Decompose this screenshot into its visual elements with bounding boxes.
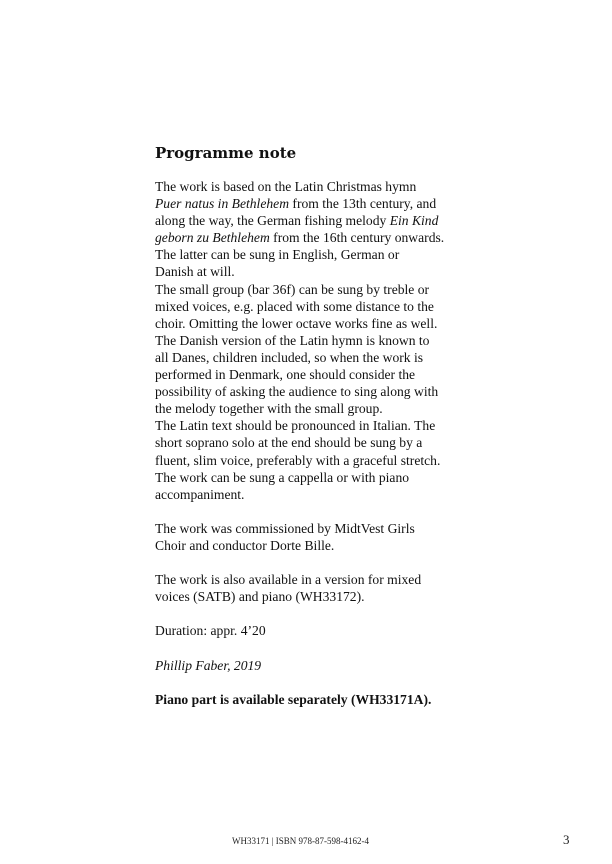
text-line: The small group (bar 36f) can be sung by treble or — [155, 281, 430, 297]
text-line: The latter can be sung in English, German or — [155, 247, 400, 263]
text-line: The Danish version of the Latin hymn is known to — [155, 332, 430, 348]
text-line — [155, 229, 465, 246]
text-line: Danish at will. — [155, 264, 235, 280]
author-signature: Phillip Faber, 2019 — [155, 657, 262, 673]
author-paragraph — [155, 657, 465, 674]
duration-paragraph — [155, 622, 465, 639]
programme-note-body — [155, 178, 465, 503]
text-line — [155, 212, 465, 229]
duration: Duration: appr. 4’20 — [155, 623, 266, 639]
catalog-isbn: WH33171 | ISBN 978-87-598-4162-4 — [232, 836, 370, 846]
text-line: fluent, slim voice, preferably with a graceful stretch. — [155, 452, 441, 468]
text-line — [155, 195, 465, 212]
text-line: short soprano solo at the end should be sung by a — [155, 435, 423, 451]
availability-paragraph — [155, 571, 465, 605]
text-line: Choir and conductor Dorte Bille. — [155, 537, 335, 553]
text-line: the melody together with the small group. — [155, 401, 383, 417]
hymn-title: Puer natus in Bethlehem — [155, 196, 290, 212]
text-line: performed in Denmark, one should consider the — [155, 367, 416, 383]
text-line: The work was commissioned by MidtVest Girls — [155, 520, 415, 536]
text-line: The Latin text should be pronounced in Italian. The — [155, 418, 436, 434]
text-line: The work can be sung a cappella or with piano — [155, 469, 410, 485]
text-line: voices (SATB) and piano (WH33172). — [155, 589, 365, 605]
text-line: mixed voices, e.g. placed with some distance to the — [155, 298, 434, 314]
melody-title-part1: Ein Kind — [389, 213, 439, 229]
text-line: all Danes, children included, so when the work is — [155, 349, 424, 365]
text-fragment: from the 16th century onwards. — [269, 230, 445, 246]
programme-note-section — [155, 143, 465, 708]
page-footer — [0, 834, 612, 848]
text-line: The work is based on the Latin Christmas hymn — [155, 179, 417, 194]
text-fragment: along the way, the German fishing melody — [155, 213, 390, 229]
text-line: The work is also available in a version for mixed — [155, 572, 422, 588]
text-fragment: from the 13th century, and — [289, 196, 437, 212]
page-number: 3 — [563, 832, 570, 847]
piano-part-note: Piano part is available separately (WH33171A). — [155, 691, 432, 707]
page-title: Programme note — [155, 144, 297, 162]
commission-paragraph — [155, 520, 465, 554]
text-line: possibility of asking the audience to sing along with — [155, 384, 439, 400]
text-line: choir. Omitting the lower octave works fine as well. — [155, 315, 438, 331]
text-line: accompaniment. — [155, 486, 245, 502]
melody-title-part2: geborn zu Bethlehem — [155, 230, 270, 246]
